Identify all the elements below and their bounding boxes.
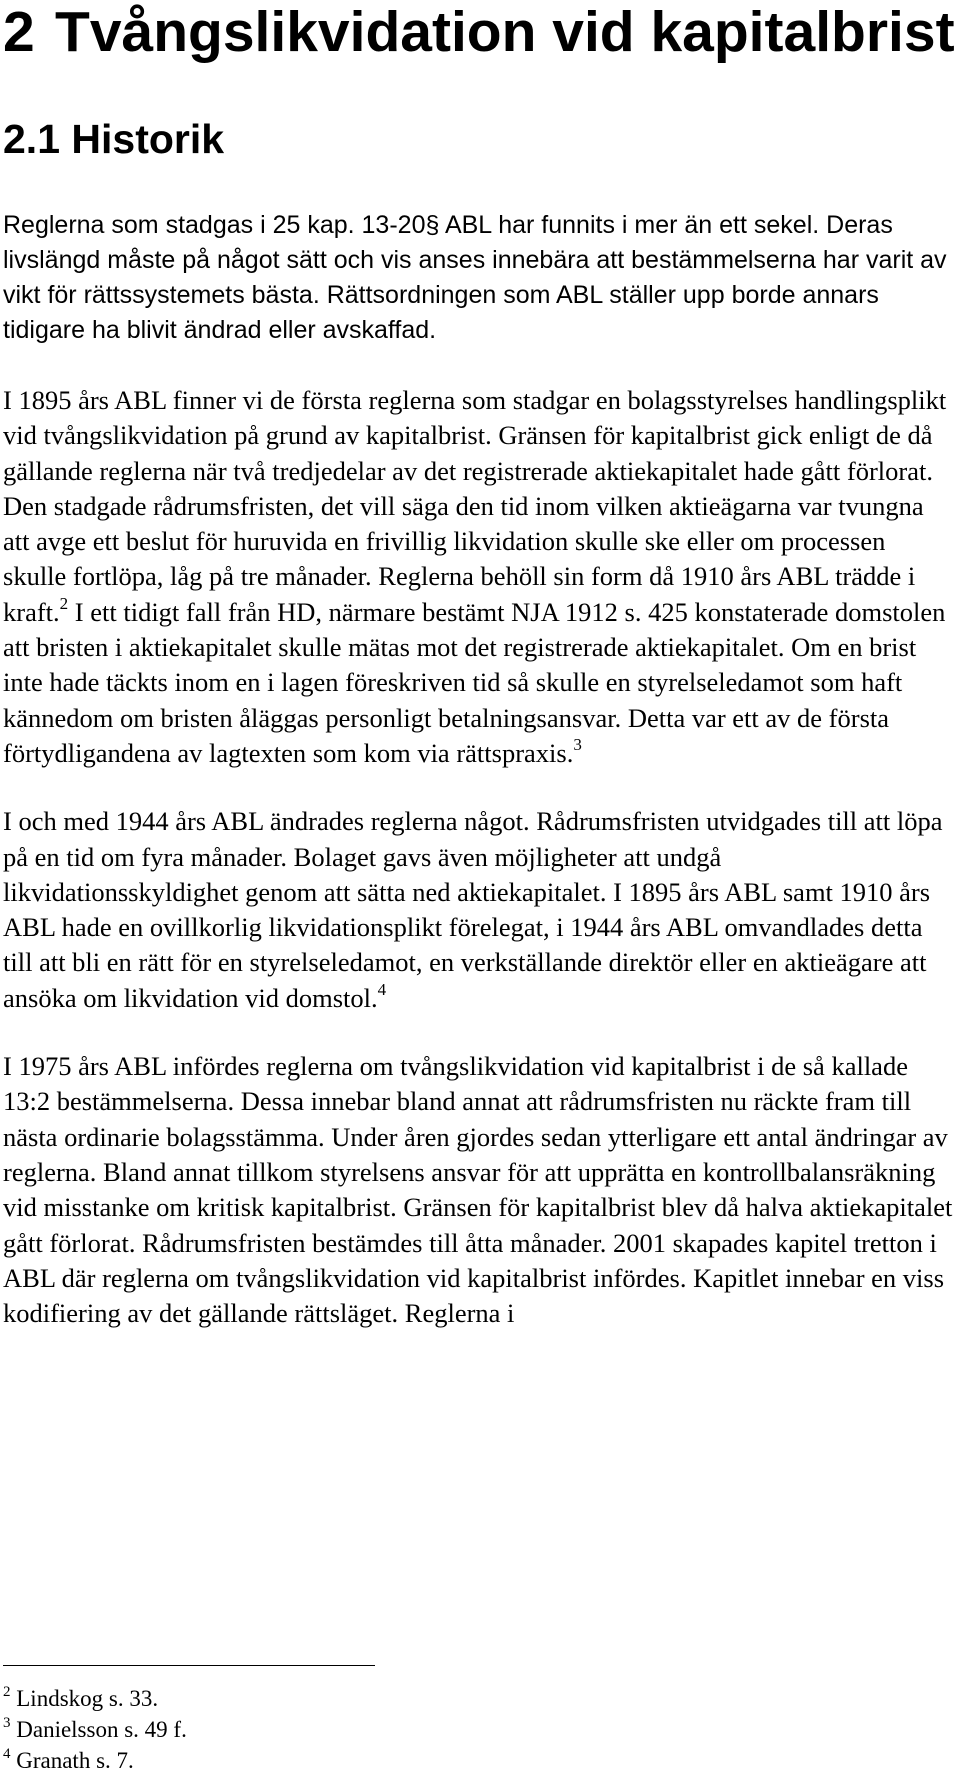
chapter-number: 2 [3,0,35,64]
footnote-separator [3,1665,375,1666]
footnote [3,1714,187,1745]
footnote [3,1745,187,1776]
paragraph-1975: I 1975 års ABL infördes reglerna om tvångslikvidation vid kapitalbrist i de så kallade 13:2 bestämmelserna. Dessa innebar bland annat att rådrumsfristen nu räckte fram till nästa ordinarie bolagsstämma. Under åren gjordes sedan ytterligare ett antal ändringar av reglerna. Bland annat tillkom styrelsens ansvar för att upprätta en kontrollbalansräkning vid misstanke om kritisk kapitalbrist. Gränsen för kapitalbrist blev då halva aktiekapitalet gått förlorat. Rådrumsfristen bestämdes till åtta månader. 2001 skapades kapitel tretton i ABL där reglerna om tvångslikvidation vid kapitalbrist infördes. Kapitlet innebar en viss kodifiering av det gällande rättsläget. Reglerna i [3,1051,953,1329]
footnotes [3,1683,187,1776]
paragraph-text: I och med 1944 års ABL ändrades reglerna något. Rådrumsfristen utvidgades till att löpa på en tid om fyra månader. Bolaget gavs även möjligheter att undgå likvidationsskyldighet genom att sätta ned aktiekapitalet. I 1895 års ABL samt 1910 års ABL hade en ovillkorlig likvidationsplikt förelegat, i 1944 års ABL omvandlades detta till att bli en rätt för en styrelseledamot, en verkställande direktör eller en aktieägare att ansöka om likvidation vid domstol. [3,806,943,1013]
footnote-number: 2 [3,1684,11,1700]
footnote-text: Granath s. 7. [16,1748,134,1773]
paragraph-text: I 1895 års ABL finner vi de första reglerna som stadgar en bolagsstyrelses handlingsplikt vid tvångslikvidation på grund av kapitalbrist. Gränsen för kapitalbrist gick enligt de då gällande reglerna när två tredjedelar av det registrerade aktiekapitalet hade gått förlorat. Den stadgade rådrumsfristen, det vill säga den tid inom vilken aktieägarna var tvungna att avge ett beslut för huruvida en frivillig likvidation skulle ske eller om processen skulle fortlöpa, låg på tre månader. Reglerna behöll sin form då 1910 års ABL trädde i kraft. [3,385,947,627]
footnote-ref[interactable]: 4 [377,979,387,999]
footnote-text: Lindskog s. 33. [16,1686,159,1711]
paragraph-intro: Reglerna som stadgas i 25 kap. 13-20§ ABL har funnits i mer än ett sekel. Deras livslängd måste på något sätt och vis anses innebära att bestämmelserna har varit av vikt för rättssystemets bästa. Rättsordningen som ABL ställer upp borde annars tidigare ha blivit ändrad eller avskaffad. [3,211,947,344]
footnote-ref[interactable]: 2 [59,593,69,613]
footnote-ref[interactable]: 3 [573,734,582,754]
section-heading: 2.1 Historik [3,116,225,162]
footnote-number: 4 [3,1746,11,1762]
footnote-number: 3 [3,1715,11,1731]
footnote [3,1683,187,1714]
paragraph-text: I ett tidigt fall från HD, närmare bestämt NJA 1912 s. 425 konstaterade domstolen att bristen i aktiekapitalet skulle mätas mot det registrerade aktiekapitalet. Om en brist inte hade täckts inom en i lagen föreskriven tid så skulle en styrelseledamot som haft kännedom om bristen åläggas personligt betalningsansvar. Detta var ett av de första förtydligandena av lagtexten som kom via rättspraxis. [3,596,946,768]
footnote-text: Danielsson s. 49 f. [16,1717,187,1742]
paragraph-1944 [3,804,955,1016]
chapter-heading [3,0,960,65]
paragraph-1895 [3,383,955,771]
chapter-title: Tvångslikvidation vid kapitalbrist [55,0,955,64]
